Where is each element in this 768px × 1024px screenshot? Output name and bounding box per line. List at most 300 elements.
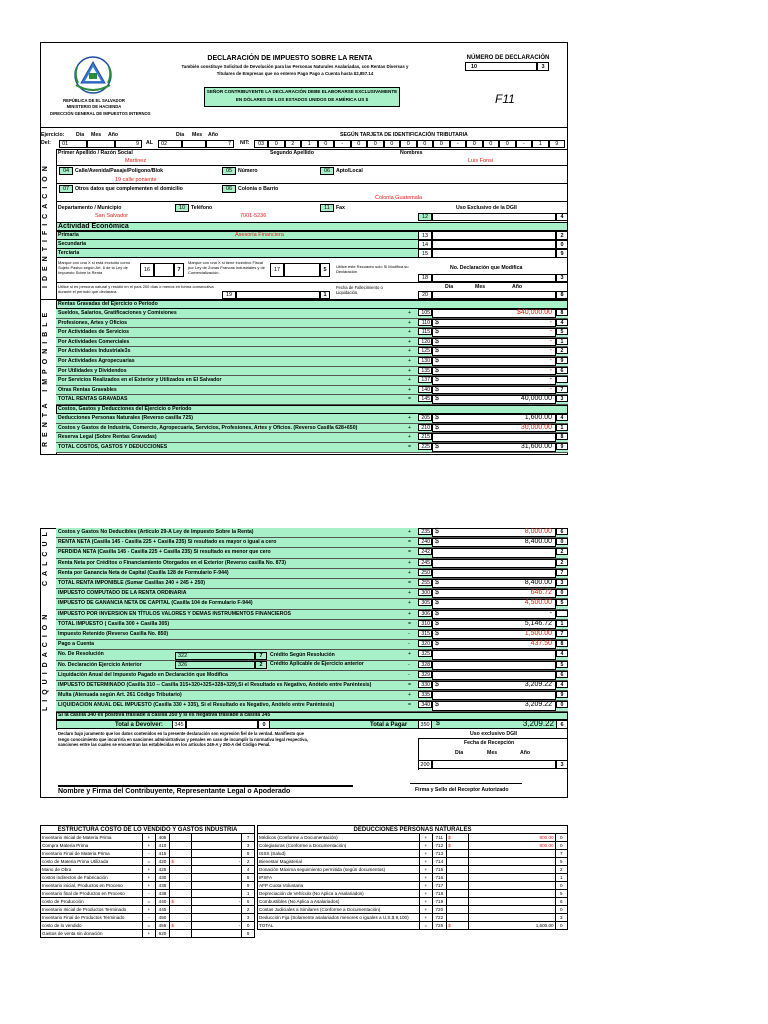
table-cell[interactable] — [468, 866, 555, 874]
form-row — [56, 579, 568, 589]
field-200[interactable] — [432, 760, 556, 769]
nit-digit[interactable]: 0 — [483, 140, 500, 148]
row-sign: - — [408, 631, 410, 637]
table-cell[interactable]: - — [192, 858, 242, 866]
table-row — [41, 842, 255, 850]
row-sign: = — [408, 620, 412, 627]
row-sign: = — [408, 549, 412, 556]
table-cell[interactable] — [468, 898, 555, 906]
table-row — [258, 914, 568, 922]
nit-digit[interactable]: 0 — [400, 140, 417, 148]
row-amount[interactable]: - — [549, 328, 552, 336]
table-cell[interactable] — [192, 874, 242, 882]
firma-contribuyente-label: Nombre y Firma del Contribuyente, Representante Legal o Apoderado — [58, 788, 291, 795]
form-row — [56, 559, 568, 569]
digit-13: 2 — [556, 231, 568, 240]
row-check-digit: 1 — [556, 424, 568, 431]
table-cell: Compra Materia Prima — [41, 842, 143, 850]
nit-digit[interactable]: 0 — [433, 140, 450, 148]
end-year-field[interactable]: 7 — [206, 140, 234, 148]
table-cell: costos indirectos de Fabricación — [41, 874, 143, 882]
row-sign: + — [408, 559, 412, 566]
digit-20: 8 — [556, 291, 568, 299]
end-day-field[interactable]: 02 — [158, 140, 182, 148]
table-cell: $ — [170, 858, 192, 866]
row-label: Renta por Ganancia Neta de Capital (Casilla 128 de Formulario F-944) — [58, 569, 229, 576]
table-cell — [447, 890, 469, 898]
field-14[interactable] — [432, 240, 556, 249]
row-currency: $ — [435, 376, 439, 384]
nit-digit[interactable]: 0 — [318, 140, 335, 148]
table-cell[interactable] — [192, 850, 242, 858]
row-currency: $ — [435, 337, 439, 345]
row-code: 225 — [418, 443, 432, 450]
amount-350[interactable]: 3,209.22 — [522, 719, 554, 728]
org-name-3: DIRECCIÓN GENERAL DE IMPUESTOS INTERNOS — [50, 111, 151, 116]
code-15: 15 — [418, 249, 432, 258]
table-cell: Depreciación de Vehículo (No Aplica a Asalariados) — [258, 890, 420, 898]
field-13[interactable] — [432, 231, 556, 240]
form-row — [56, 414, 568, 424]
form-row — [56, 569, 568, 579]
table-cell — [447, 882, 469, 890]
form-row — [56, 328, 568, 338]
row-sign: + — [408, 610, 412, 617]
table-cell: + — [143, 882, 156, 890]
row-amount-box[interactable] — [432, 548, 556, 557]
row-code: 120 — [418, 338, 432, 345]
row-sign: + — [408, 600, 412, 607]
row-label: Por Actividades Comerciales — [58, 338, 130, 345]
table-cell — [170, 866, 192, 874]
row-amount[interactable]: 3,209.22 — [524, 701, 552, 709]
code-17: 17 — [270, 263, 284, 277]
nit-digit[interactable]: 0 — [384, 140, 401, 148]
dia-label-2: Día — [176, 132, 185, 138]
table-cell: 2 — [555, 866, 567, 874]
field-20[interactable] — [432, 291, 556, 299]
nit-digit[interactable]: 0 — [417, 140, 434, 148]
row-label: TOTAL IMPUESTO ( Casilla 300 + Casilla 305) — [58, 620, 170, 627]
anio-label-3: Año — [512, 284, 523, 290]
row-code: 145 — [418, 395, 432, 402]
row-currency: $ — [435, 599, 439, 607]
field-345[interactable] — [186, 720, 258, 729]
field-12[interactable] — [432, 213, 556, 221]
table-cell: Colegiaturas (Conforme a Documentación) — [258, 842, 420, 850]
row-sign: + — [408, 415, 412, 421]
nit-digit[interactable]: 0 — [268, 140, 285, 148]
table-cell[interactable]: 1,600.00 — [468, 922, 555, 930]
depto-value[interactable]: San Salvador — [95, 213, 129, 219]
table-cell[interactable] — [468, 882, 555, 890]
nit-digit[interactable]: - — [516, 140, 533, 148]
decl-anterior-number-field[interactable]: 326 — [175, 661, 255, 669]
row-code: 240 — [418, 538, 432, 545]
row-amount[interactable]: - — [549, 318, 552, 326]
row-code: 205 — [418, 414, 432, 421]
row-amount[interactable]: 5,146.72 — [524, 619, 552, 627]
table-cell — [170, 930, 192, 938]
row-amount[interactable]: - — [549, 366, 552, 374]
row-code: 330 — [418, 681, 432, 688]
row-sign: + — [408, 329, 412, 336]
nit-digit[interactable]: 2 — [285, 140, 302, 148]
row-label: PERDIDA NETA (Casilla 145 - Casilla 225 + Casilla 235) Si resultado es menor que cero — [58, 549, 271, 556]
table-cell: - — [143, 890, 156, 898]
start-year-field[interactable]: 9 — [115, 140, 142, 148]
table-cell: + — [143, 874, 156, 882]
row-amount-box[interactable] — [432, 433, 556, 442]
primaria-label: Primaria — [58, 232, 79, 238]
row-amount[interactable]: 3,209.22 — [524, 681, 552, 688]
row-check-digit: 7 — [556, 630, 568, 637]
digit-14: 0 — [556, 240, 568, 249]
ident-rule-2 — [56, 183, 568, 184]
table-row — [41, 850, 255, 858]
table-cell: 1 — [242, 890, 255, 898]
row-label: TOTAL COSTOS, GASTOS Y DEDUCCIONES — [58, 444, 168, 451]
digit-345: 0 — [258, 720, 270, 729]
field-19[interactable] — [236, 291, 320, 299]
table-cell: costo de lo vendido — [41, 922, 143, 930]
nit-digit[interactable]: 1 — [301, 140, 318, 148]
row-amount[interactable]: 8,400.00 — [524, 538, 552, 546]
nit-digit[interactable]: 03 — [254, 140, 268, 148]
table-cell[interactable] — [192, 866, 242, 874]
row-currency: $ — [435, 443, 439, 451]
table-cell[interactable] — [192, 882, 242, 890]
row-code: 130 — [418, 357, 432, 364]
fecha-fallecimiento-label: Fecha de Fallecimiento o Liquidación. — [336, 285, 383, 295]
table-cell[interactable]: - — [192, 898, 242, 906]
table-cell: 7 — [555, 850, 567, 858]
end-month-field[interactable] — [182, 140, 206, 148]
table-cell: 6 — [555, 898, 567, 906]
nit-digit[interactable]: - — [450, 140, 467, 148]
table-cell[interactable] — [468, 850, 555, 858]
form-row — [56, 443, 568, 453]
telefono-value[interactable]: 7001-5236 — [240, 213, 267, 219]
row-code: 310 — [418, 620, 432, 627]
calle-value[interactable]: 19 calle poniente — [115, 177, 157, 183]
digit-17: 5 — [320, 263, 330, 277]
nit-title: SEGÚN TARJETA DE IDENTIFICACIÓN TRIBUTARIA — [340, 132, 468, 138]
table-cell: + — [420, 858, 432, 866]
table-cell[interactable] — [468, 914, 555, 922]
row-label: Renta Neta por Créditos o Financiamiento Otorgados en el Exterior (Reverso casilla No. 873) — [58, 559, 287, 566]
row-label: IMPUESTO DE GANANCIA NETA DE CAPITAL (Casilla 104 de Formulario F-944) — [58, 600, 253, 607]
row-sign: + — [408, 319, 412, 326]
ident-rule-4 — [56, 282, 568, 283]
identificacion-vertical-label: IDENTIFICACIÓN — [42, 161, 49, 289]
row-amount[interactable]: $40,000.00 — [516, 309, 552, 316]
table-cell: Inventario Inicial de Productos Terminado — [41, 906, 143, 914]
row-amount[interactable]: 40,000.00 — [520, 395, 552, 403]
colonia-label: Colonia o Barrio — [238, 186, 279, 192]
row-check-digit: 0 — [556, 538, 568, 545]
table-cell: Inventario inicial, Productos en Proceso — [41, 882, 143, 890]
ident-rule-3 — [56, 201, 568, 202]
table-cell[interactable] — [192, 834, 242, 842]
row-amount-box[interactable] — [432, 691, 556, 700]
table-cell[interactable] — [468, 858, 555, 866]
resolucion-number-field[interactable]: 322 — [175, 652, 255, 660]
table-cell: + — [420, 914, 432, 922]
table-cell: + — [420, 874, 432, 882]
colonia-value[interactable]: Colonia Guatemala — [375, 195, 423, 201]
row-label: Sueldos, Salarios, Gratificaciones y Comisiones — [58, 310, 177, 316]
table-cell[interactable]: 800.00 — [468, 834, 555, 842]
row-currency: $ — [435, 701, 439, 709]
table-row — [41, 922, 255, 930]
table-cell: 3 — [555, 914, 567, 922]
primaria-value[interactable]: Asesoría Financiera — [235, 232, 284, 238]
table-cell: Mano de Obra — [41, 866, 143, 874]
resolucion-digit: 7 — [255, 652, 267, 660]
form-row — [56, 701, 568, 711]
table-cell: 0 — [555, 906, 567, 914]
table-cell: 715 — [432, 866, 447, 874]
row-currency: $ — [435, 385, 439, 393]
declaro-juramento-text: Declaro bajo juramento que los datos contenidos en la presente declaración son expresión fiel de la verdad. Manifiesto que tengo conocimiento que incurriría en sanciones administrativas y penales en caso de incumplir la normativa legal respectiva, sanciones entre las cuales se encuentran las establecidas en los artículos 249-A y 250-A del Código Penal. — [58, 731, 308, 747]
nombres-value[interactable]: Luis Fonsi — [468, 158, 494, 164]
table-cell: 5 — [555, 858, 567, 866]
form-row — [56, 376, 568, 386]
table-cell: 410 — [155, 842, 170, 850]
table-row — [258, 850, 568, 858]
code-14: 14 — [418, 240, 432, 249]
row-amount[interactable]: 437.50 — [530, 640, 552, 648]
row-amount[interactable]: - — [549, 376, 552, 384]
declaration-number-field[interactable]: 10 — [465, 62, 537, 71]
row-amount[interactable]: 8,000.00 — [524, 528, 552, 535]
nit-label: NIT: — [240, 140, 250, 146]
table-cell: Inventario Inicial de Materia Prima — [41, 834, 143, 842]
coat-of-arms-logo — [70, 55, 116, 95]
table-cell — [447, 906, 469, 914]
table-cell[interactable] — [192, 890, 242, 898]
start-day-field[interactable]: 01 — [59, 140, 87, 148]
form-row — [56, 528, 568, 538]
del-label: Del: — [41, 140, 51, 146]
code-12: 12 — [418, 213, 432, 221]
row-amount[interactable]: - — [549, 385, 552, 393]
code-20: 20 — [418, 291, 432, 299]
table-cell: Inventario Final de Materia Prima — [41, 850, 143, 858]
row-sign: = — [408, 444, 412, 451]
table-cell[interactable] — [468, 890, 555, 898]
org-name-2: MINISTERIO DE HACIENDA — [66, 104, 122, 109]
row-check-digit: 4 — [556, 319, 568, 326]
table-cell[interactable]: - — [192, 922, 242, 930]
start-month-field[interactable] — [87, 140, 115, 148]
row-label: IMPUESTO COMPUTADO DE LA RENTA ORDINARIA — [58, 590, 187, 597]
row-code: 305 — [418, 599, 432, 606]
code-04: 04 — [59, 167, 73, 175]
field-15[interactable] — [432, 249, 556, 258]
table-row — [258, 834, 568, 842]
table-cell: Deducción Fija (Solamente asalariados menores o iguales a U.S.$ 9,100) — [258, 914, 420, 922]
apellido-value[interactable]: Martinez — [125, 158, 147, 164]
table-cell: 2 — [242, 906, 255, 914]
code-05: 05 — [222, 167, 236, 175]
table-cell: 720 — [432, 906, 447, 914]
table-cell[interactable]: 800.00 — [468, 842, 555, 850]
nit-digit[interactable]: 0 — [466, 140, 483, 148]
nit-digit[interactable]: - — [334, 140, 351, 148]
row-check-digit: 3 — [556, 579, 568, 586]
row-check-digit: 2 — [556, 559, 568, 566]
table-title: ESTRUCTURA COSTO DE LO VENDIDO Y GASTOS INDUSTRIA — [41, 826, 255, 834]
code-18: 18 — [418, 274, 432, 282]
nit-digit[interactable]: 0 — [499, 140, 516, 148]
nit-digit[interactable]: 1 — [532, 140, 549, 148]
row-label: Por Servicios Realizados en el Exterior y Utilizados en El Salvador — [58, 377, 222, 384]
row-code: 306 — [418, 610, 432, 617]
row-amount[interactable]: 8,400.00 — [524, 579, 552, 586]
form-row — [56, 357, 568, 367]
row-code: 335 — [418, 691, 432, 698]
row-amount[interactable]: 31,600.00 — [520, 443, 552, 451]
table-cell: + — [143, 834, 156, 842]
checkbox-17[interactable] — [284, 263, 320, 277]
row-currency: $ — [435, 528, 439, 535]
table-cell: Inventario final de Productos en Proceso — [41, 890, 143, 898]
table-cell[interactable] — [192, 930, 242, 938]
table-cell[interactable] — [468, 874, 555, 882]
row-label: Reserva Legal (Sobre Rentas Gravadas) — [58, 434, 157, 441]
row-sign: + — [408, 310, 412, 316]
table-cell — [170, 906, 192, 914]
row-amount[interactable]: - — [549, 609, 552, 617]
nombres-label: Nombres — [400, 150, 423, 156]
row-code: 235 — [418, 528, 432, 535]
table-cell: + — [420, 842, 432, 850]
code-06: 06 — [320, 167, 334, 175]
table-cell: 1 — [555, 874, 567, 882]
form-subtitle-2: Titulares de Empresas que no enteren Pago Pago a Cuenta hasta $2,857.14 — [216, 71, 374, 76]
row-amount[interactable]: - — [549, 347, 552, 355]
table-cell: = — [420, 922, 432, 930]
nit-digit[interactable]: 0 — [351, 140, 368, 148]
actividad-label: Actividad Económica — [58, 223, 129, 230]
anio-label-4: Año — [520, 750, 531, 756]
row-amount[interactable]: - — [549, 357, 552, 364]
row-currency: $ — [435, 318, 439, 326]
ejercicio-label: Ejercicio: — [41, 132, 65, 138]
field-18[interactable] — [432, 274, 556, 282]
table-cell: = — [143, 898, 156, 906]
row-check-digit: 3 — [556, 395, 568, 402]
table-cell: 415 — [155, 850, 170, 858]
row-currency: $ — [435, 395, 439, 403]
table-cell — [447, 850, 469, 858]
row-amount-box[interactable] — [432, 671, 556, 680]
table-cell: costo de Producción — [41, 898, 143, 906]
notice-line-1: SEÑOR CONTRIBUYENTE LA DECLARACIÓN DEBE ELABORARSE EXCLUSIVAMENTE — [206, 89, 398, 94]
table-cell — [170, 834, 192, 842]
row-amount[interactable]: 646.72 — [530, 589, 552, 597]
code-350: 350 — [418, 720, 432, 729]
row-sign: + — [408, 569, 412, 576]
row-check-digit: 6 — [556, 367, 568, 374]
row-amount[interactable]: - — [549, 337, 552, 345]
row-check-digit: 9 — [556, 443, 568, 450]
renta-section-2-label: Costos, Gastos y Deducciones del Ejercicio o Período — [58, 406, 192, 412]
table-cell: 7 — [242, 834, 255, 842]
table-cell[interactable] — [192, 842, 242, 850]
liquidacion-vertical-label: LIQUIDACIÓN — [42, 609, 49, 711]
row-code: 242 — [418, 548, 432, 555]
row-amount[interactable]: 4,500.00 — [524, 599, 552, 607]
table-row — [41, 882, 255, 890]
row-amount-box[interactable] — [432, 569, 556, 578]
table-cell: 718 — [432, 890, 447, 898]
decl-anterior-digit: 2 — [255, 661, 267, 669]
row-code: 325 — [418, 650, 432, 657]
sello-line — [410, 783, 522, 784]
row-amount-box[interactable] — [432, 661, 556, 670]
row-amount-box[interactable] — [432, 650, 556, 659]
row-check-digit: 5 — [556, 661, 568, 668]
table-cell: TOTAL — [258, 922, 420, 930]
row-currency: $ — [435, 366, 439, 374]
code-16: 16 — [140, 263, 154, 277]
row-check-digit: 6 — [556, 671, 568, 678]
table-cell: 6 — [242, 898, 255, 906]
dia-label-4: Día — [455, 750, 464, 756]
table-cell: 0 — [555, 842, 567, 850]
digit-15: 9 — [556, 249, 568, 258]
table-cell[interactable] — [192, 906, 242, 914]
table-row — [41, 890, 255, 898]
digit-18: 3 — [556, 274, 568, 282]
dia-label-1: Día — [76, 132, 85, 138]
row-code: 315 — [418, 630, 432, 637]
row-currency: $ — [435, 357, 439, 364]
table-cell: $ — [170, 898, 192, 906]
table-cell[interactable] — [468, 906, 555, 914]
digit-16: 7 — [174, 263, 184, 277]
row-amount[interactable]: 30,000.00 — [520, 423, 552, 431]
uso-dgii-label: Uso Exclusivo de la DGII — [456, 205, 517, 211]
row-code: 135 — [418, 367, 432, 374]
table-cell: + — [420, 898, 432, 906]
code-19: 19 — [222, 291, 236, 299]
table-cell[interactable] — [192, 914, 242, 922]
form-title: DECLARACIÓN DE IMPUESTO SOBRE LA RENTA — [207, 55, 373, 62]
row-label: RENTA NETA (Casilla 145 - Casilla 225 + Casilla 235) Si resultado es mayor o igual a cero — [58, 539, 277, 546]
row-currency: $ — [435, 538, 439, 546]
nit-digit[interactable]: 9 — [549, 140, 566, 148]
row-amount-box[interactable] — [432, 559, 556, 568]
row-amount[interactable]: 1,500.00 — [524, 630, 552, 637]
checkbox-16[interactable] — [154, 263, 174, 277]
row-check-digit: 2 — [556, 347, 568, 354]
nit-digit[interactable]: 0 — [367, 140, 384, 148]
table-cell: - — [143, 850, 156, 858]
declaration-number-digit[interactable]: 3 — [537, 62, 549, 71]
row-sign: + — [408, 348, 412, 355]
depto-label: Departamento / Municipio — [58, 205, 122, 211]
row-sign: + — [408, 367, 412, 374]
row-code: 125 — [418, 347, 432, 354]
table-cell — [170, 850, 192, 858]
table-cell: 438 — [155, 890, 170, 898]
row-amount[interactable]: 1,600.00 — [524, 414, 552, 421]
row-label: Multa (Atenuada según Art. 261 Código Tributario) — [58, 692, 182, 699]
